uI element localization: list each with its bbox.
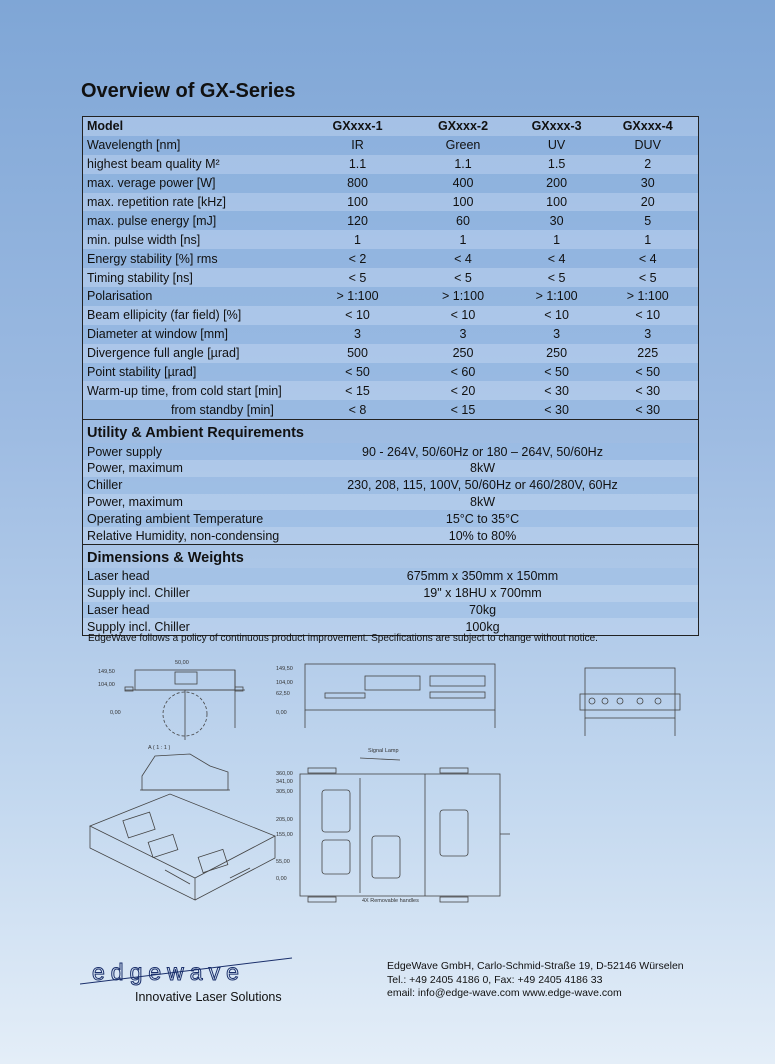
cell-value: < 5 [410,268,515,287]
cell-value: 500 [305,344,410,363]
table-row [83,155,698,174]
cell-value: < 5 [597,268,698,287]
cell-value: 1.1 [305,155,410,174]
tagline: Innovative Laser Solutions [135,990,282,1004]
disclaimer: EdgeWave follows a policy of continuous product improvement. Specifications are subject to change without notice. [88,633,598,644]
row-label: highest beam quality M² [83,155,305,174]
table-row [83,510,698,527]
cell-value: < 30 [597,381,698,400]
cell-value: < 4 [516,249,598,268]
cell-value: < 8 [305,400,410,419]
cell-value: < 30 [516,400,598,419]
table-row [83,363,698,382]
table-row [83,287,698,306]
contact-email: email: info@edge-wave.com www.edge-wave.com [387,987,622,999]
row-value: 8kW [323,460,698,477]
table-row [83,568,698,585]
row-label: max. repetition rate [kHz] [83,193,305,212]
row-label: Divergence full angle [µrad] [83,344,305,363]
cell-value: Green [410,136,515,155]
cell-value: 800 [305,174,410,193]
table-row [83,381,698,400]
cell-value: UV [516,136,598,155]
cell-value: < 10 [516,306,598,325]
row-label: Beam ellipicity (far field) [%] [83,306,305,325]
table-row [83,268,698,287]
cell-value: < 20 [410,381,515,400]
table-row [83,494,698,511]
row-value: 10% to 80% [323,527,698,544]
dimensions-table [83,568,698,635]
table-row [83,325,698,344]
cell-value: < 15 [305,381,410,400]
cell-value: 225 [597,344,698,363]
cell-value: < 30 [516,381,598,400]
row-label: Wavelength [nm] [83,136,305,155]
dim-label: 0,00 [110,710,121,716]
table-row [83,400,698,419]
row-label: max. verage power [W] [83,174,305,193]
table-row [83,136,698,155]
spec-table [83,117,698,419]
cell-value: 400 [410,174,515,193]
row-value: 100kg [323,618,698,635]
dim-label: 55,00 [276,859,290,865]
row-value: 675mm x 350mm x 150mm [323,568,698,585]
row-label: Timing stability [ns] [83,268,305,287]
page-title: Overview of GX-Series [81,80,296,102]
cell-value: < 10 [410,306,515,325]
cell-value: > 1:100 [410,287,515,306]
contact-address: EdgeWave GmbH, Carlo-Schmid-Straße 19, D-52146 Würselen [387,960,684,972]
side-view-drawing [305,664,495,728]
cell-value: 30 [516,211,598,230]
utility-title: Utility & Ambient Requirements [83,419,698,443]
table-row [83,193,698,212]
cell-value: GXxxx-3 [516,117,598,136]
dim-label: 62,50 [276,691,290,697]
spec-box [82,116,699,636]
cell-value: 250 [410,344,515,363]
row-label: Polarisation [83,287,305,306]
table-row [83,527,698,544]
row-value: 90 - 264V, 50/60Hz or 180 – 264V, 50/60Hz [323,443,698,460]
cell-value: 100 [516,193,598,212]
row-label: min. pulse width [ns] [83,230,305,249]
row-label: Power supply [83,443,323,460]
cell-value: GXxxx-1 [305,117,410,136]
cell-value: 100 [305,193,410,212]
row-value: 70kg [323,602,698,619]
table-row [83,249,698,268]
cell-value: < 2 [305,249,410,268]
cell-value: > 1:100 [597,287,698,306]
dim-label: 305,00 [276,789,293,795]
cell-value: < 4 [410,249,515,268]
dimensions-title: Dimensions & Weights [83,544,698,568]
detail-a-drawing [140,754,230,790]
table-row [83,344,698,363]
row-label: Laser head [83,568,323,585]
cell-value: < 50 [597,363,698,382]
cell-value: 30 [597,174,698,193]
dim-label: 50,00 [175,660,189,666]
cell-value: GXxxx-4 [597,117,698,136]
row-label: Diameter at window [mm] [83,325,305,344]
cell-value: IR [305,136,410,155]
cell-value: GXxxx-2 [410,117,515,136]
cell-value: 1.1 [410,155,515,174]
row-label: Supply incl. Chiller [83,585,323,602]
row-label: Laser head [83,602,323,619]
cell-value: < 10 [305,306,410,325]
cell-value: < 5 [305,268,410,287]
utility-table [83,443,698,544]
cell-value: 3 [597,325,698,344]
cell-value: 1 [305,230,410,249]
cell-value: 5 [597,211,698,230]
cell-value: > 1:100 [516,287,598,306]
row-label: max. pulse energy [mJ] [83,211,305,230]
table-row [83,117,698,136]
cell-value: < 5 [516,268,598,287]
cell-value: 3 [516,325,598,344]
contact-phone: Tel.: +49 2405 4186 0, Fax: +49 2405 4186 33 [387,973,603,986]
isometric-view-drawing [90,794,275,900]
table-row [83,230,698,249]
row-label: Warm-up time, from cold start [min] [83,381,305,400]
table-row [83,585,698,602]
cell-value: 60 [410,211,515,230]
row-value: 8kW [323,494,698,511]
top-plan-drawing [300,758,510,902]
dim-label: 0,00 [276,710,287,716]
contact-block [387,960,684,1001]
row-label: Chiller [83,477,323,494]
table-row [83,211,698,230]
row-label: Power, maximum [83,460,323,477]
cell-value: > 1:100 [305,287,410,306]
dim-label: 205,00 [276,817,293,823]
dim-label: 104,00 [276,680,293,686]
table-row [83,477,698,494]
rear-view-drawing [580,668,680,736]
cell-value: 1 [516,230,598,249]
table-row [83,602,698,619]
cell-value: 120 [305,211,410,230]
cell-value: < 50 [516,363,598,382]
dim-label: 0,00 [276,876,287,882]
table-row [83,443,698,460]
table-row [83,306,698,325]
row-label: Power, maximum [83,494,323,511]
dim-label: 155,00 [276,832,293,838]
cell-value: < 60 [410,363,515,382]
table-row [83,460,698,477]
cell-value: < 4 [597,249,698,268]
row-value: 15°C to 35°C [323,510,698,527]
front-view-drawing [125,670,245,740]
dim-label: 360,00 [276,771,293,777]
technical-drawings [80,648,700,938]
dim-label: 341,00 [276,779,293,785]
dim-label: 149,50 [276,666,293,672]
cell-value: < 15 [410,400,515,419]
cell-value: < 10 [597,306,698,325]
row-label: Model [83,117,305,136]
row-value: 19" x 18HU x 700mm [323,585,698,602]
cell-value: 2 [597,155,698,174]
cell-value: 250 [516,344,598,363]
row-label: Supply incl. Chiller [83,618,323,635]
cell-value: < 50 [305,363,410,382]
table-row [83,174,698,193]
row-value: 230, 208, 115, 100V, 50/60Hz or 460/280V, 60Hz [323,477,698,494]
dim-label: 104,00 [98,682,115,688]
cell-value: < 30 [597,400,698,419]
logo-text: edgewave [92,959,245,985]
handles-label: 4X Removable handles [362,898,419,904]
signal-lamp-label: Signal Lamp [368,748,399,754]
cell-value: 1 [410,230,515,249]
cell-value: 3 [305,325,410,344]
cell-value: 20 [597,193,698,212]
cell-value: DUV [597,136,698,155]
cell-value: 1 [597,230,698,249]
cell-value: 200 [516,174,598,193]
cell-value: 100 [410,193,515,212]
row-label: Energy stability [%] rms [83,249,305,268]
dim-label: 149,50 [98,669,115,675]
detail-label: A ( 1 : 1 ) [148,745,171,751]
row-label: Relative Humidity, non-condensing [83,527,323,544]
row-label: Point stability [µrad] [83,363,305,382]
row-label: Operating ambient Temperature [83,510,323,527]
row-label: from standby [min] [83,400,305,419]
cell-value: 3 [410,325,515,344]
cell-value: 1.5 [516,155,598,174]
